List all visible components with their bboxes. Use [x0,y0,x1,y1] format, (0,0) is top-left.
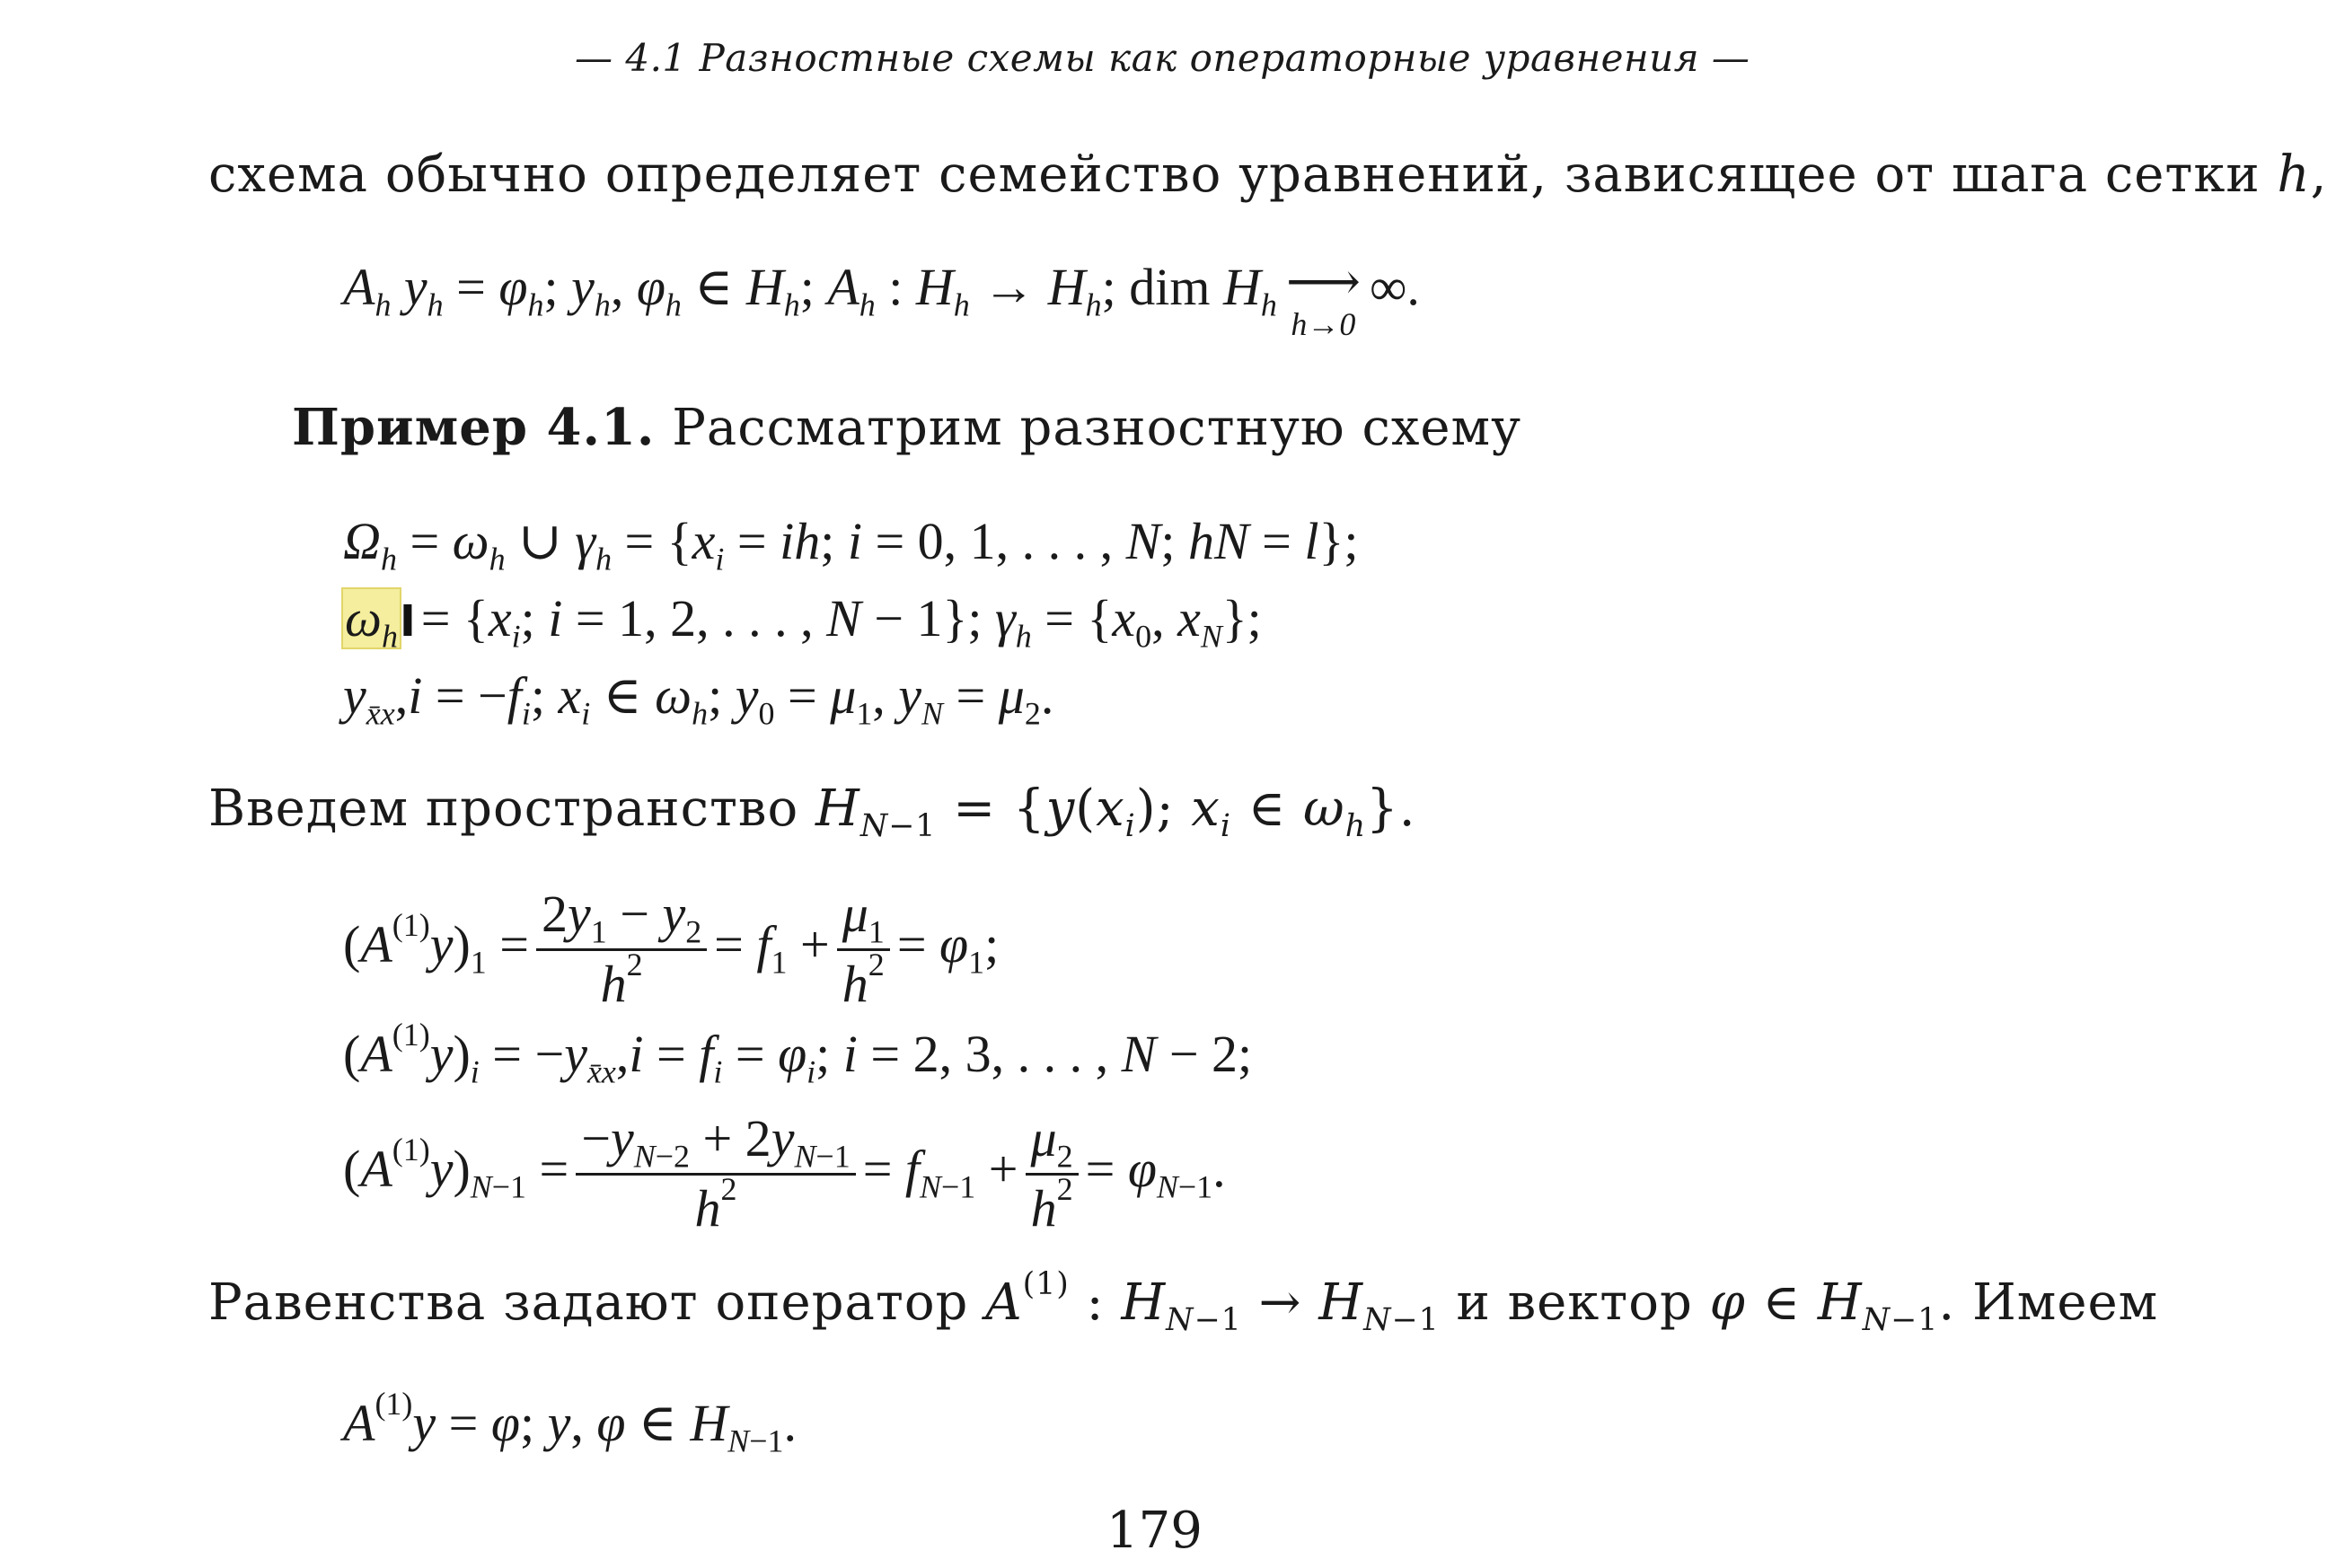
paragraph-2-text: Введем пространство $H_{N-1} = \{y(x_i)$; $x_i$ ∈ $\omega_h$}. [208,780,1416,845]
op1-mid: = $f_1$ + [714,914,830,981]
paragraph-1-text: схема обычно определяет семейство уравнений, зависящее от шага сетки h, [208,145,2327,204]
limit-subscript: h→0 [1291,306,1356,342]
operator-eq-1 [343,885,999,1014]
op3-fraction-1: $\frac{-y_{N-2} + 2y_{N-1}}{h^2}$ [576,1109,855,1238]
op1-rhs: = $\varphi_1$; [896,914,1000,981]
op3-lhs: $(A^{(1)}y)_{N-1}$ = [343,1131,569,1205]
page-number: 179 [1106,1502,1203,1560]
paragraph-3-text: Равенства задают оператор $A^{(1)}$ : $H_{N-1} \to H_{N-1}$ и вектор φ ∈ $H_{N-1}$. Имеем [208,1266,2159,1339]
op3-fraction-2: $\frac{\mu_2}{h^2}$ [1026,1109,1079,1238]
paragraph-3 [208,1266,2159,1339]
final-equation [343,1386,797,1459]
grid-line-2-content: = {$x_i$; i = 1, 2, . . . , N − 1}; $\gamma_h = \{x_0$, $x_N$}; [420,589,1262,655]
op1-fraction-1: $\frac{2y_1 - y_2}{h^2}$ [536,885,707,1014]
op3-rhs: = $\varphi_{N-1}$. [1085,1139,1226,1205]
equation-1-tail: ∞. [1370,258,1420,316]
running-header: — 4.1 Разностные схемы как операторные уравнения — [575,36,1750,80]
paragraph-2 [208,780,1416,845]
op1-fraction-2: $\frac{\mu_1}{h^2}$ [837,885,890,1014]
highlighted-omega-h[interactable]: $\omega_h$ [345,589,398,655]
equation-1-main: $A_h$ $y_h = \varphi_h$; $y_h$, $\varphi_h$ ∈ $H_h$; $A_h$ : $H_h \to H_h$; dim $H_h$ [343,258,1277,323]
limit-arrow [1285,252,1361,342]
operator-eq-3 [343,1109,1226,1238]
grid-line-3-content: $y_{xx},i = -f_i$; $x_i$ ∈ $\omega_h$; $y_0 = \mu_1$, $y_N = \mu_2$. [343,666,1054,732]
grid-line-1-content: $\Omega_h = \omega_h$ ∪ $\gamma_h = \{x_i$ = ih; i = 0, 1, . . . , N; hN = l}; [343,512,1359,577]
grid-line-2 [343,588,1262,655]
arrow-glyph: ⟶ [1285,252,1361,311]
op3-mid: = $f_{N-1}$ + [862,1139,1018,1205]
grid-line-3 [343,665,1054,732]
op2-content: $(A^{(1)}y)_i = -y_{xx},i = f_i = \varphi_i$; i = 2, 3, . . . , N − 2; [343,1017,1253,1090]
example-heading [292,398,1521,457]
example-text: Рассматрим разностную схему [672,399,1522,457]
operator-eq-2 [343,1017,1253,1090]
op1-lhs: $(A^{(1)}y)_1$ = [343,906,529,981]
grid-line-1 [343,510,1359,577]
text-cursor-icon: I [399,596,416,647]
paragraph-1 [208,145,2327,204]
equation-1 [343,252,1420,342]
final-equation-content: $A^{(1)}y = \varphi$; y, φ ∈ $H_{N-1}$. [343,1386,797,1459]
example-label: Пример 4.1. [292,398,656,457]
